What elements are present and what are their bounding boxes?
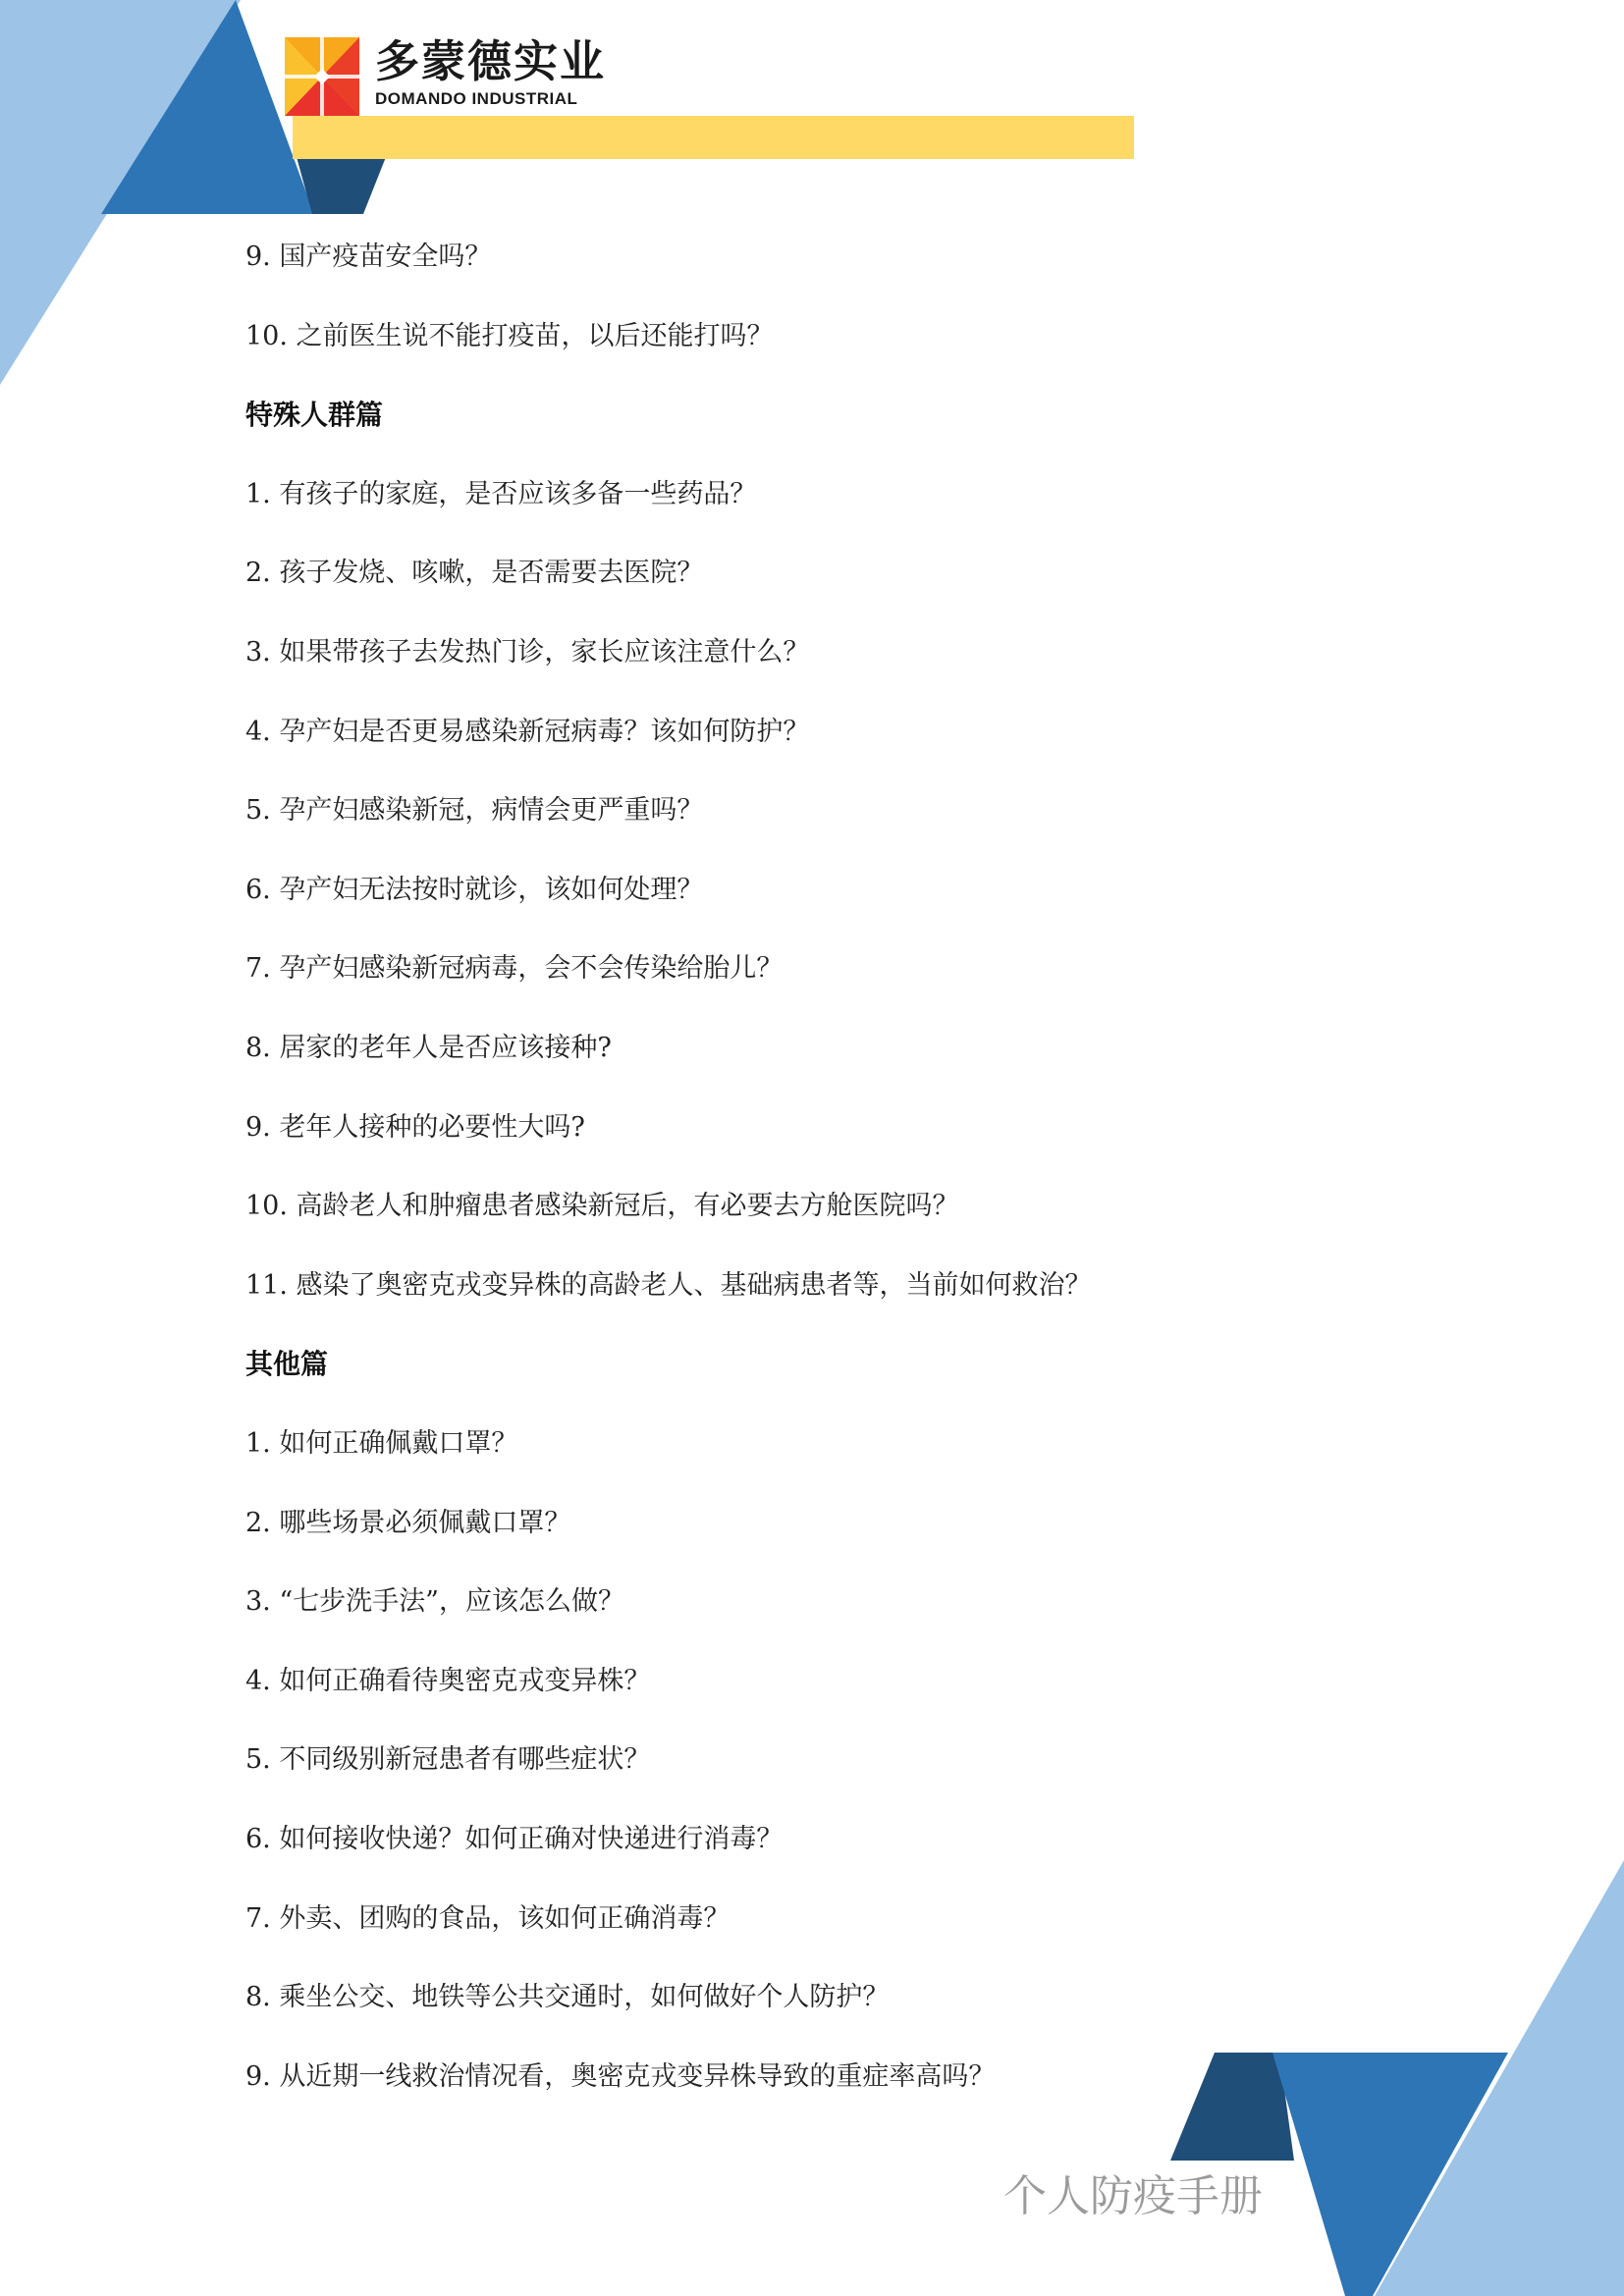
section-heading: 特殊人群篇 xyxy=(245,399,384,431)
list-item: 9. 老年人接种的必要性大吗? xyxy=(245,1112,585,1143)
brand-logo-icon xyxy=(285,37,359,116)
list-item: 5. 不同级别新冠患者有哪些症状？ xyxy=(245,1744,651,1775)
list-item: 7. 外卖、团购的食品，该如何正确消毒？ xyxy=(245,1903,731,1934)
list-item: 8. 乘坐公交、地铁等公共交通时，如何做好个人防护？ xyxy=(245,1982,890,2012)
list-item: 2. 哪些场景必须佩戴口罩？ xyxy=(245,1508,571,1538)
list-item: 8. 居家的老年人是否应该接种? xyxy=(245,1033,612,1063)
list-item: 4. 孕产妇是否更易感染新冠病毒？该如何防护？ xyxy=(245,717,810,747)
list-item: 11. 感染了奥密克戎变异株的高龄老人、基础病患者等，当前如何救治？ xyxy=(245,1270,1092,1301)
list-item: 7. 孕产妇感染新冠病毒，会不会传染给胎儿？ xyxy=(245,953,784,984)
header-yellow-band xyxy=(293,116,1134,159)
list-item: 1. 如何正确佩戴口罩？ xyxy=(245,1428,518,1459)
corner-dark-shape-bottom xyxy=(1170,2053,1294,2161)
list-item: 6. 如何接收快递？如何正确对快递进行消毒？ xyxy=(245,1824,784,1854)
list-item: 1. 有孩子的家庭，是否应该多备一些药品？ xyxy=(245,479,757,509)
list-item: 2. 孩子发烧、咳嗽，是否需要去医院？ xyxy=(245,558,704,588)
list-item: 9. 国产疫苗安全吗？ xyxy=(245,241,492,272)
section-heading: 其他篇 xyxy=(245,1348,329,1380)
list-item: 3. 如果带孩子去发热门诊，家长应该注意什么？ xyxy=(245,637,810,667)
brand-name-en: DOMANDO INDUSTRIAL xyxy=(375,89,578,108)
list-item: 9. 从近期一线救治情况看，奥密克戎变异株导致的重症率高吗？ xyxy=(245,2061,996,2092)
list-item: 6. 孕产妇无法按时就诊，该如何处理？ xyxy=(245,875,704,905)
brand-name-cn: 多蒙德实业 xyxy=(375,35,607,87)
list-item: 5. 孕产妇感染新冠，病情会更严重吗？ xyxy=(245,795,704,826)
list-item: 10. 之前医生说不能打疫苗，以后还能打吗？ xyxy=(245,321,774,351)
corner-dark-shape-top xyxy=(297,157,386,214)
list-item: 3. “七步洗手法”，应该怎么做？ xyxy=(245,1586,624,1617)
footer-title: 个人防疫手册 xyxy=(1003,2171,1263,2221)
list-item: 10. 高龄老人和肿瘤患者感染新冠后，有必要去方舱医院吗？ xyxy=(245,1191,959,1221)
list-item: 4. 如何正确看待奥密克戎变异株？ xyxy=(245,1666,651,1696)
